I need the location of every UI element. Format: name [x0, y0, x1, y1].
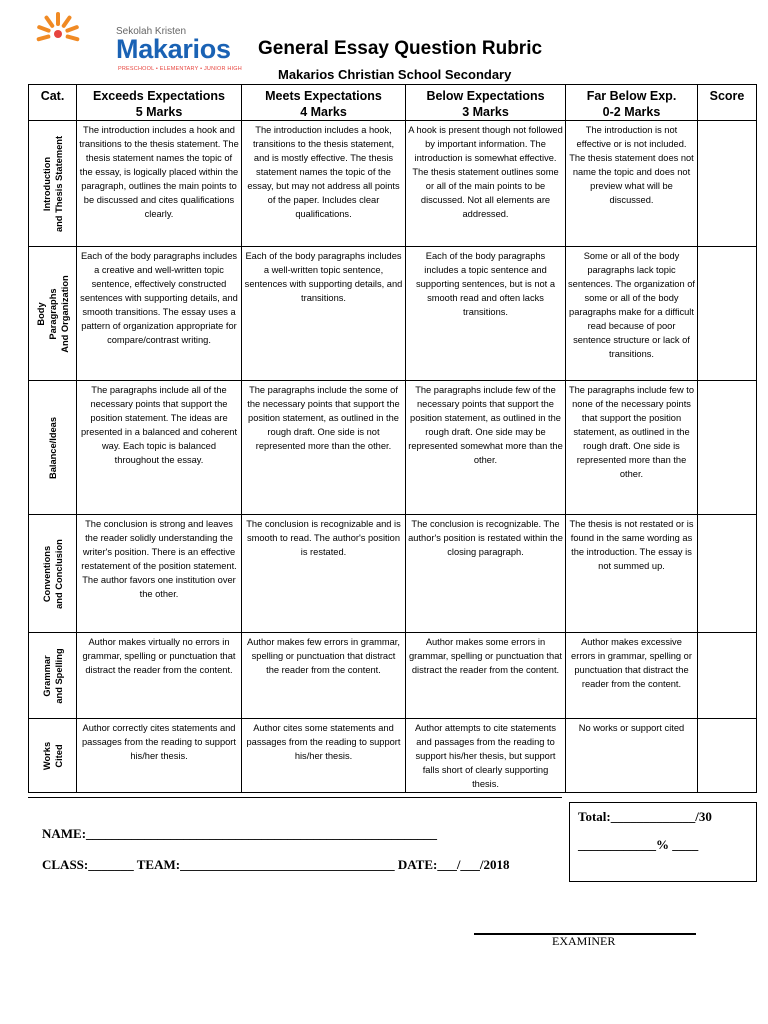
category-label: Balance/Ideas: [47, 416, 58, 479]
examiner-label: EXAMINER: [552, 934, 616, 948]
total-box: [569, 802, 757, 882]
exceeds-cell: Author correctly cites statements and passages from the reading to support his/her thesis.: [77, 719, 242, 793]
meets-cell: Author cites some statements and passages from the reading to support his/her thesis.: [242, 719, 406, 793]
category-cell: [29, 247, 77, 381]
below-cell: Author attempts to cite statements and passages from the reading to support his/her thesis, but support falls short of clearly supporting thesis.: [406, 719, 566, 793]
category-label: Introduction and Thesis Statement: [41, 135, 64, 232]
score-cell[interactable]: [698, 633, 757, 719]
category-label: Works Cited: [41, 741, 64, 770]
category-cell: [29, 381, 77, 515]
far-below-cell: Some or all of the body paragraphs lack topic sentences. The organization of some or all of the body paragraphs make for a difficult read because of poor sentence structure or lack of transitions.: [566, 247, 698, 381]
school-logo: [36, 8, 242, 76]
divider-line: [28, 797, 562, 798]
score-cell[interactable]: [698, 515, 757, 633]
logo-school-levels: PRESCHOOL • ELEMENTARY • JUNIOR HIGH: [118, 66, 242, 72]
percent-field[interactable]: ____________% ____: [578, 837, 699, 852]
far-below-cell: The paragraphs include few to none of the necessary points that support the position statement, as outlined in the rough draft. One side is represented more than the other.: [566, 381, 698, 515]
exceeds-cell: The introduction includes a hook and transitions to the thesis statement. The thesis statement names the topic of the essay, is logically placed within the paragraph, outlines the main points to be discussed and cites qualifications clearly.: [77, 121, 242, 247]
category-label: Body Paragraphs And Organization: [35, 274, 70, 353]
table-row: [29, 515, 757, 633]
score-cell[interactable]: [698, 247, 757, 381]
category-cell: [29, 121, 77, 247]
page-subtitle: Makarios Christian School Secondary: [278, 67, 512, 82]
header-exceeds: Exceeds Expectations 5 Marks: [77, 85, 242, 121]
meets-cell: The conclusion is recognizable and is smooth to read. The author's position is restated.: [242, 515, 406, 633]
table-row: [29, 381, 757, 515]
class-team-date-field[interactable]: CLASS:_______ TEAM:_________________________________ DATE:___/___/2018: [42, 857, 510, 872]
header-far-below: Far Below Exp. 0-2 Marks: [566, 85, 698, 121]
header-cat: Cat.: [29, 85, 77, 121]
category-cell: [29, 633, 77, 719]
below-cell: Each of the body paragraphs includes a topic sentence and supporting sentences, but is not a smooth read and often lacks transitions.: [406, 247, 566, 381]
name-field[interactable]: NAME:______________________________________________________: [42, 826, 438, 841]
far-below-cell: The thesis is not restated or is found in the same wording as the introduction. The essay is not summed up.: [566, 515, 698, 633]
category-label: Grammar and Spelling: [41, 647, 64, 704]
far-below-cell: The introduction is not effective or is not included. The thesis statement does not name the topic and does not preview what will be discussed.: [566, 121, 698, 247]
exceeds-cell: Each of the body paragraphs includes a creative and well-written topic sentence, effectively constructed sentences with supporting details, and smooth transitions. The essay uses a pattern of organization appropriate for compare/contrast writing.: [77, 247, 242, 381]
far-below-cell: Author makes excessive errors in grammar, spelling or punctuation that distract the reader from the content.: [566, 633, 698, 719]
meets-cell: Each of the body paragraphs includes a well-written topic sentence, sentences with supporting details, and transitions.: [242, 247, 406, 381]
table-row: [29, 719, 757, 793]
below-cell: The paragraphs include few of the necessary points that support the position statement, as outlined in the rough draft. One side may be represented somewhat more than the other.: [406, 381, 566, 515]
exceeds-cell: Author makes virtually no errors in grammar, spelling or punctuation that distract the reader from the content.: [77, 633, 242, 719]
score-cell[interactable]: [698, 121, 757, 247]
sun-logo-icon: [36, 10, 80, 54]
meets-cell: Author makes few errors in grammar, spelling or punctuation that distract the reader from the content.: [242, 633, 406, 719]
total-field[interactable]: Total:_____________/30: [578, 809, 712, 824]
below-cell: The conclusion is recognizable. The author's position is restated within the closing paragraph.: [406, 515, 566, 633]
score-cell[interactable]: [698, 381, 757, 515]
far-below-cell: No works or support cited: [566, 719, 698, 793]
below-cell: Author makes some errors in grammar, spelling or punctuation that distract the reader from the content.: [406, 633, 566, 719]
meets-cell: The paragraphs include the some of the necessary points that support the position statement, as outlined in the rough draft. One side is not represented more than the other.: [242, 381, 406, 515]
table-row: [29, 121, 757, 247]
header-row: [29, 85, 757, 121]
category-label: Conventions and Conclusion: [41, 538, 64, 609]
exceeds-cell: The paragraphs include all of the necessary points that support the position statement. The ideas are presented in a balanced and coherent way. Each topic is balanced throughout the essay.: [77, 381, 242, 515]
header-below: Below Expectations 3 Marks: [406, 85, 566, 121]
rubric-table: [28, 84, 757, 793]
score-cell[interactable]: [698, 719, 757, 793]
logo-school-type: Sekolah Kristen: [116, 26, 187, 37]
header-meets: Meets Expectations 4 Marks: [242, 85, 406, 121]
page-title: General Essay Question Rubric: [258, 38, 543, 59]
meets-cell: The introduction includes a hook, transitions to the thesis statement, and is mostly effective. The thesis statement names the topic of the essay, but may not address all points of the paper. Includes clear qualifications.: [242, 121, 406, 247]
exceeds-cell: The conclusion is strong and leaves the reader solidly understanding the writer's position. There is an effective restatement of the position statement. The author favors one institution over the other.: [77, 515, 242, 633]
category-cell: [29, 515, 77, 633]
logo-school-name: Makarios: [116, 34, 231, 64]
header-score: Score: [698, 85, 757, 121]
category-cell: [29, 719, 77, 793]
table-row: [29, 633, 757, 719]
below-cell: A hook is present though not followed by important information. The introduction is somewhat effective. The thesis statement outlines some or all of the main points to be discussed. Not all elements are addressed.: [406, 121, 566, 247]
table-row: [29, 247, 757, 381]
